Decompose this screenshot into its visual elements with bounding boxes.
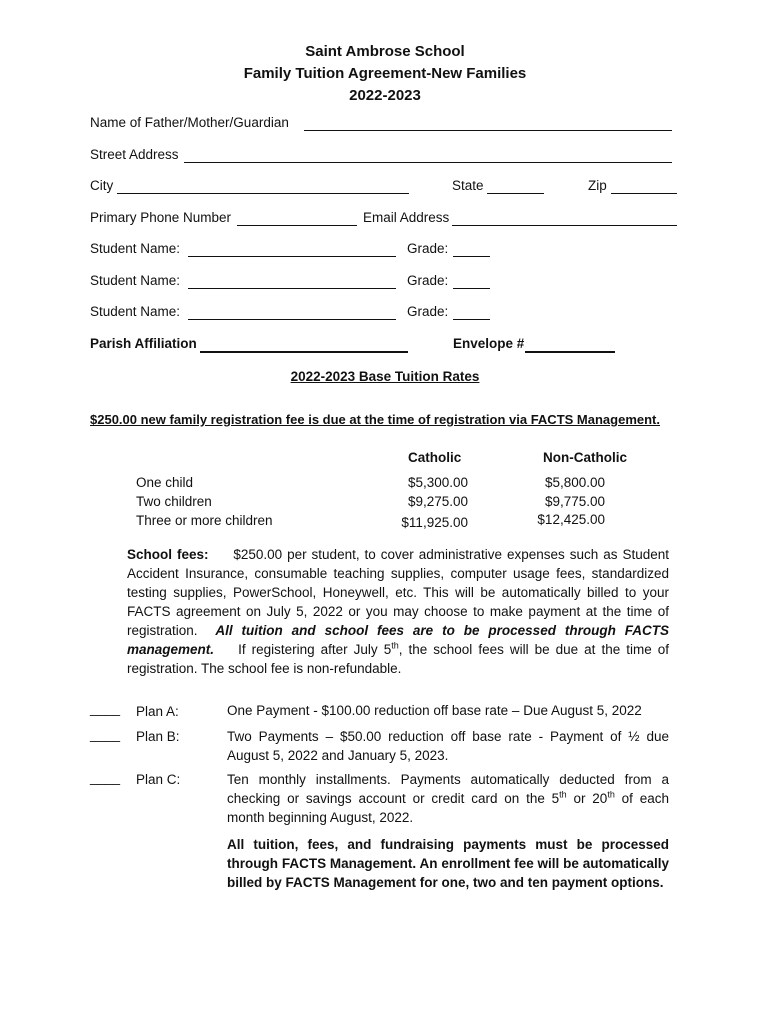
- plan-b-checkbox[interactable]: ____: [90, 727, 121, 742]
- form-subtitle: Family Tuition Agreement-New Families: [243, 65, 527, 82]
- student-label: Student Name:: [90, 273, 181, 288]
- grade-field[interactable]: [453, 288, 490, 289]
- zip-field[interactable]: [611, 193, 677, 194]
- ordinal-suffix: th: [559, 789, 567, 800]
- plan-c-text-2: or 20: [566, 791, 608, 806]
- rate-catholic: $11,925.00: [401, 515, 468, 530]
- envelope-label: Envelope #: [453, 336, 525, 351]
- city-field[interactable]: [117, 193, 409, 194]
- school-fees-label: School fees:: [127, 547, 209, 562]
- phone-label: Primary Phone Number: [90, 210, 232, 225]
- parish-label: Parish Affiliation: [90, 336, 197, 351]
- grade-field[interactable]: [453, 319, 490, 320]
- rate-noncatholic: $5,800.00: [544, 475, 605, 490]
- school-year: 2022-2023: [349, 87, 421, 104]
- grade-label: Grade:: [407, 273, 449, 288]
- rate-row-label: Two children: [136, 494, 212, 509]
- email-label: Email Address: [363, 210, 450, 225]
- payment-footer-note: All tuition, fees, and fundraising payments must be processed through FACTS Management. An enrollment fee will be automatically billed by FACTS Management for one, two and ten payment options.: [227, 837, 669, 890]
- student-label: Student Name:: [90, 241, 181, 256]
- student-name-field[interactable]: [188, 288, 396, 289]
- rate-noncatholic: $9,775.00: [544, 494, 605, 509]
- school-fees-late-text: If registering after July 5: [238, 642, 392, 657]
- grade-label: Grade:: [407, 241, 449, 256]
- plan-b-label: Plan B:: [136, 729, 180, 744]
- state-label: State: [452, 178, 484, 193]
- guardian-label: Name of Father/Mother/Guardian: [90, 115, 289, 130]
- email-field[interactable]: [452, 225, 677, 226]
- col-noncatholic: Non-Catholic: [543, 450, 627, 465]
- student-name-field[interactable]: [188, 256, 396, 257]
- parish-field[interactable]: [200, 351, 408, 353]
- school-name: Saint Ambrose School: [305, 43, 465, 60]
- school-fees-late-text-2: , the school fees will be due at the time of registration. The school fee is non-refundable.: [127, 642, 669, 676]
- rate-row-label: Three or more children: [136, 513, 273, 528]
- plan-a-label: Plan A:: [136, 704, 179, 719]
- ordinal-suffix: th: [607, 789, 615, 800]
- guardian-field[interactable]: [304, 130, 672, 131]
- plan-c-text-3: of each month beginning August, 2022.: [227, 791, 669, 825]
- registration-fee-notice: $250.00 new family registration fee is due at the time of registration via FACTS Management.: [90, 412, 660, 427]
- col-catholic: Catholic: [408, 450, 462, 465]
- rate-catholic: $5,300.00: [407, 475, 468, 490]
- rate-row-label: One child: [136, 475, 194, 490]
- street-label: Street Address: [90, 147, 179, 162]
- plan-c-checkbox[interactable]: ____: [90, 770, 121, 785]
- rates-heading: 2022-2023 Base Tuition Rates: [290, 369, 480, 384]
- plan-a-text: One Payment - $100.00 reduction off base rate – Due August 5, 2022: [227, 703, 642, 718]
- school-fees-text: $250.00 per student, to cover administrative expenses such as Student Accident Insurance, consumable teaching supplies, computer usage fees, standardized testing supplies, PowerSchool, Honeywell, etc. This will be automatically billed to your FACTS agreement on July 5, 2022 or you may choose to make payment at the time of registration.: [127, 547, 669, 638]
- plan-c-text: [227, 770, 669, 827]
- plan-b-text: Two Payments – $50.00 reduction off base rate - Payment of ½ due August 5, 2022 and January 5, 2023.: [227, 729, 669, 763]
- grade-label: Grade:: [407, 304, 449, 319]
- rate-catholic: $9,275.00: [407, 494, 468, 509]
- rate-noncatholic: $12,425.00: [537, 512, 605, 527]
- student-label: Student Name:: [90, 304, 181, 319]
- student-name-field[interactable]: [188, 319, 396, 320]
- plan-c-label: Plan C:: [136, 772, 181, 787]
- school-fees-paragraph: [127, 545, 669, 678]
- state-field[interactable]: [487, 193, 544, 194]
- street-field[interactable]: [184, 162, 672, 163]
- phone-field[interactable]: [237, 225, 357, 226]
- plan-c-text-1: Ten monthly installments. Payments automatically deducted from a checking or savings account or credit card on the 5: [227, 772, 669, 806]
- grade-field[interactable]: [453, 256, 490, 257]
- city-label: City: [90, 178, 114, 193]
- ordinal-suffix: th: [391, 640, 399, 651]
- plan-a-checkbox[interactable]: ____: [90, 701, 121, 716]
- school-fees-emphasis: All tuition and school fees are to be processed through FACTS management.: [127, 623, 669, 657]
- zip-label: Zip: [588, 178, 607, 193]
- envelope-field[interactable]: [525, 351, 615, 353]
